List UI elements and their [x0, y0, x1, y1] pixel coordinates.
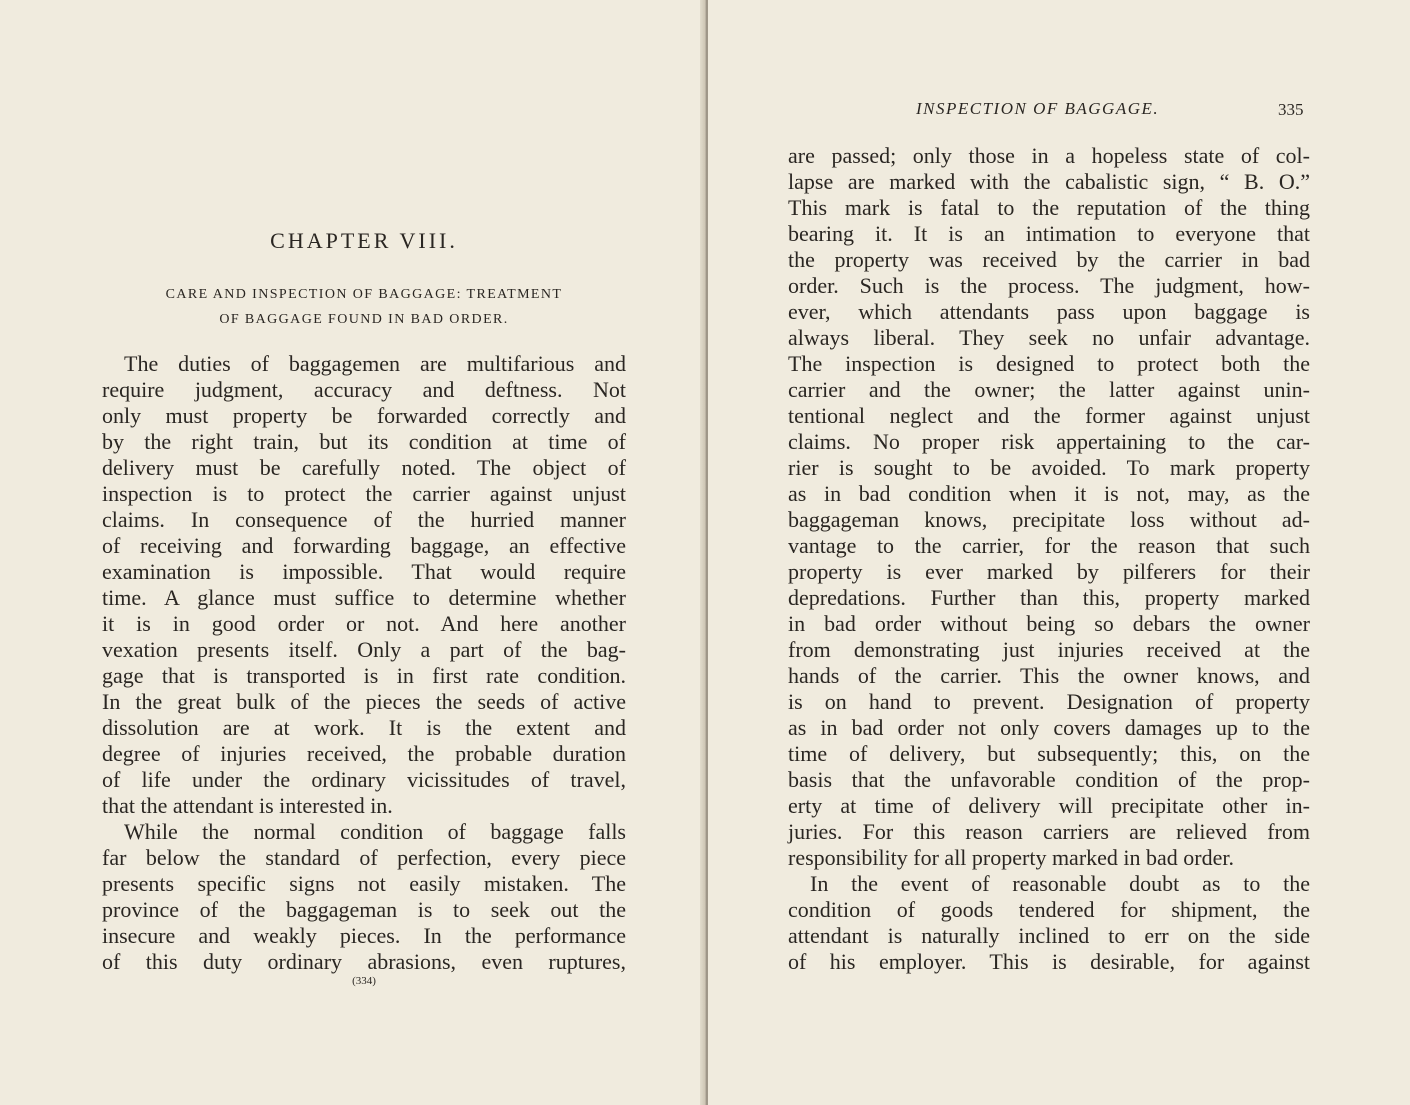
- text-line: In the great bulk of the pieces the seeds of active: [102, 689, 626, 714]
- text-line: property is ever marked by pilferers for their: [788, 559, 1310, 584]
- text-line: responsibility for all property marked in bad order.: [788, 845, 1234, 870]
- text-line: degree of injuries received, the probable duration: [102, 741, 626, 766]
- text-line: depredations. Further than this, property marked: [788, 585, 1310, 610]
- text-line: insecure and weakly pieces. In the performance: [102, 923, 626, 948]
- chapter-title: CHAPTER VIII.: [270, 228, 458, 253]
- chapter-subtitle-line: OF BAGGAGE FOUND IN BAD ORDER.: [219, 312, 509, 327]
- text-line: examination is impossible. That would require: [102, 559, 626, 584]
- text-line: province of the baggageman is to seek out the: [102, 897, 626, 922]
- paragraph: [102, 819, 626, 975]
- text-line: claims. No proper risk appertaining to the car-: [788, 429, 1310, 454]
- text-line: lapse are marked with the cabalistic sign, “ B. O.”: [788, 169, 1310, 194]
- page-number: 335: [1278, 100, 1304, 119]
- text-line: attendant is naturally inclined to err on the side: [788, 923, 1310, 948]
- text-line: of this duty ordinary abrasions, even ruptures,: [102, 949, 626, 974]
- text-line: baggageman knows, precipitate loss without ad-: [788, 507, 1310, 532]
- text-line: the property was received by the carrier in bad: [788, 247, 1310, 272]
- text-line: gage that is transported is in first rate condition.: [102, 663, 626, 688]
- text-line: juries. For this reason carriers are relieved from: [788, 819, 1310, 844]
- text-line: rier is sought to be avoided. To mark property: [788, 455, 1310, 480]
- text-line: are passed; only those in a hopeless state of col-: [788, 143, 1310, 168]
- text-line: it is in good order or not. And here another: [102, 611, 626, 636]
- text-line: inspection is to protect the carrier against unjust: [102, 481, 626, 506]
- running-head: INSPECTION OF BAGGAGE.: [916, 99, 1160, 118]
- page-folio: (334): [352, 975, 376, 987]
- text-line: ever, which attendants pass upon baggage is: [788, 299, 1310, 324]
- paragraph: [788, 871, 1310, 975]
- text-line: The duties of baggagemen are multifarious and: [124, 351, 626, 376]
- text-line: always liberal. They seek no unfair advantage.: [788, 325, 1310, 350]
- text-line: of life under the ordinary vicissitudes of travel,: [102, 767, 626, 792]
- text-line: hands of the carrier. This the owner knows, and: [788, 663, 1310, 688]
- text-line: is on hand to prevent. Designation of property: [788, 689, 1310, 714]
- text-line: bearing it. It is an intimation to everyone that: [788, 221, 1310, 246]
- left-page: [0, 0, 704, 1105]
- text-line: far below the standard of perfection, every piece: [102, 845, 626, 870]
- text-line: in bad order without being so debars the owner: [788, 611, 1310, 636]
- chapter-subtitle: [102, 282, 626, 332]
- text-line: While the normal condition of baggage falls: [124, 819, 626, 844]
- text-line: carrier and the owner; the latter against unin-: [788, 377, 1310, 402]
- text-line: claims. In consequence of the hurried manner: [102, 507, 626, 532]
- text-line: dissolution are at work. It is the extent and: [102, 715, 626, 740]
- text-line: require judgment, accuracy and deftness. Not: [102, 377, 626, 402]
- text-line: The inspection is designed to protect both the: [788, 351, 1310, 376]
- text-line: erty at time of delivery will precipitate other in-: [788, 793, 1310, 818]
- text-line: basis that the unfavorable condition of the prop-: [788, 767, 1310, 792]
- text-line: as in bad condition when it is not, may, as the: [788, 481, 1310, 506]
- text-line: of his employer. This is desirable, for against: [788, 949, 1310, 974]
- text-line: order. Such is the process. The judgment, how-: [788, 273, 1310, 298]
- text-line: In the event of reasonable doubt as to the: [810, 871, 1310, 896]
- text-line: as in bad order not only covers damages up to the: [788, 715, 1310, 740]
- chapter-subtitle-line: CARE AND INSPECTION OF BAGGAGE: TREATMENT: [165, 287, 563, 302]
- paragraph: [788, 143, 1310, 871]
- text-line: by the right train, but its condition at time of: [102, 429, 626, 454]
- text-line: vexation presents itself. Only a part of the bag-: [102, 637, 626, 662]
- text-line: condition of goods tendered for shipment, the: [788, 897, 1310, 922]
- text-line: vantage to the carrier, for the reason that such: [788, 533, 1310, 558]
- text-line: time of delivery, but subsequently; this, on the: [788, 741, 1310, 766]
- text-line: from demonstrating just injuries received at the: [788, 637, 1310, 662]
- text-line: only must property be forwarded correctly and: [102, 403, 626, 428]
- text-line: This mark is fatal to the reputation of the thing: [788, 195, 1310, 220]
- right-page: [708, 0, 1410, 1105]
- text-line: delivery must be carefully noted. The object of: [102, 455, 626, 480]
- text-line: tentional neglect and the former against unjust: [788, 403, 1310, 428]
- text-line: time. A glance must suffice to determine whether: [102, 585, 626, 610]
- text-line: presents specific signs not easily mistaken. The: [102, 871, 626, 896]
- text-line: that the attendant is interested in.: [102, 793, 393, 818]
- paragraph: [102, 351, 626, 819]
- text-line: of receiving and forwarding baggage, an effective: [102, 533, 626, 558]
